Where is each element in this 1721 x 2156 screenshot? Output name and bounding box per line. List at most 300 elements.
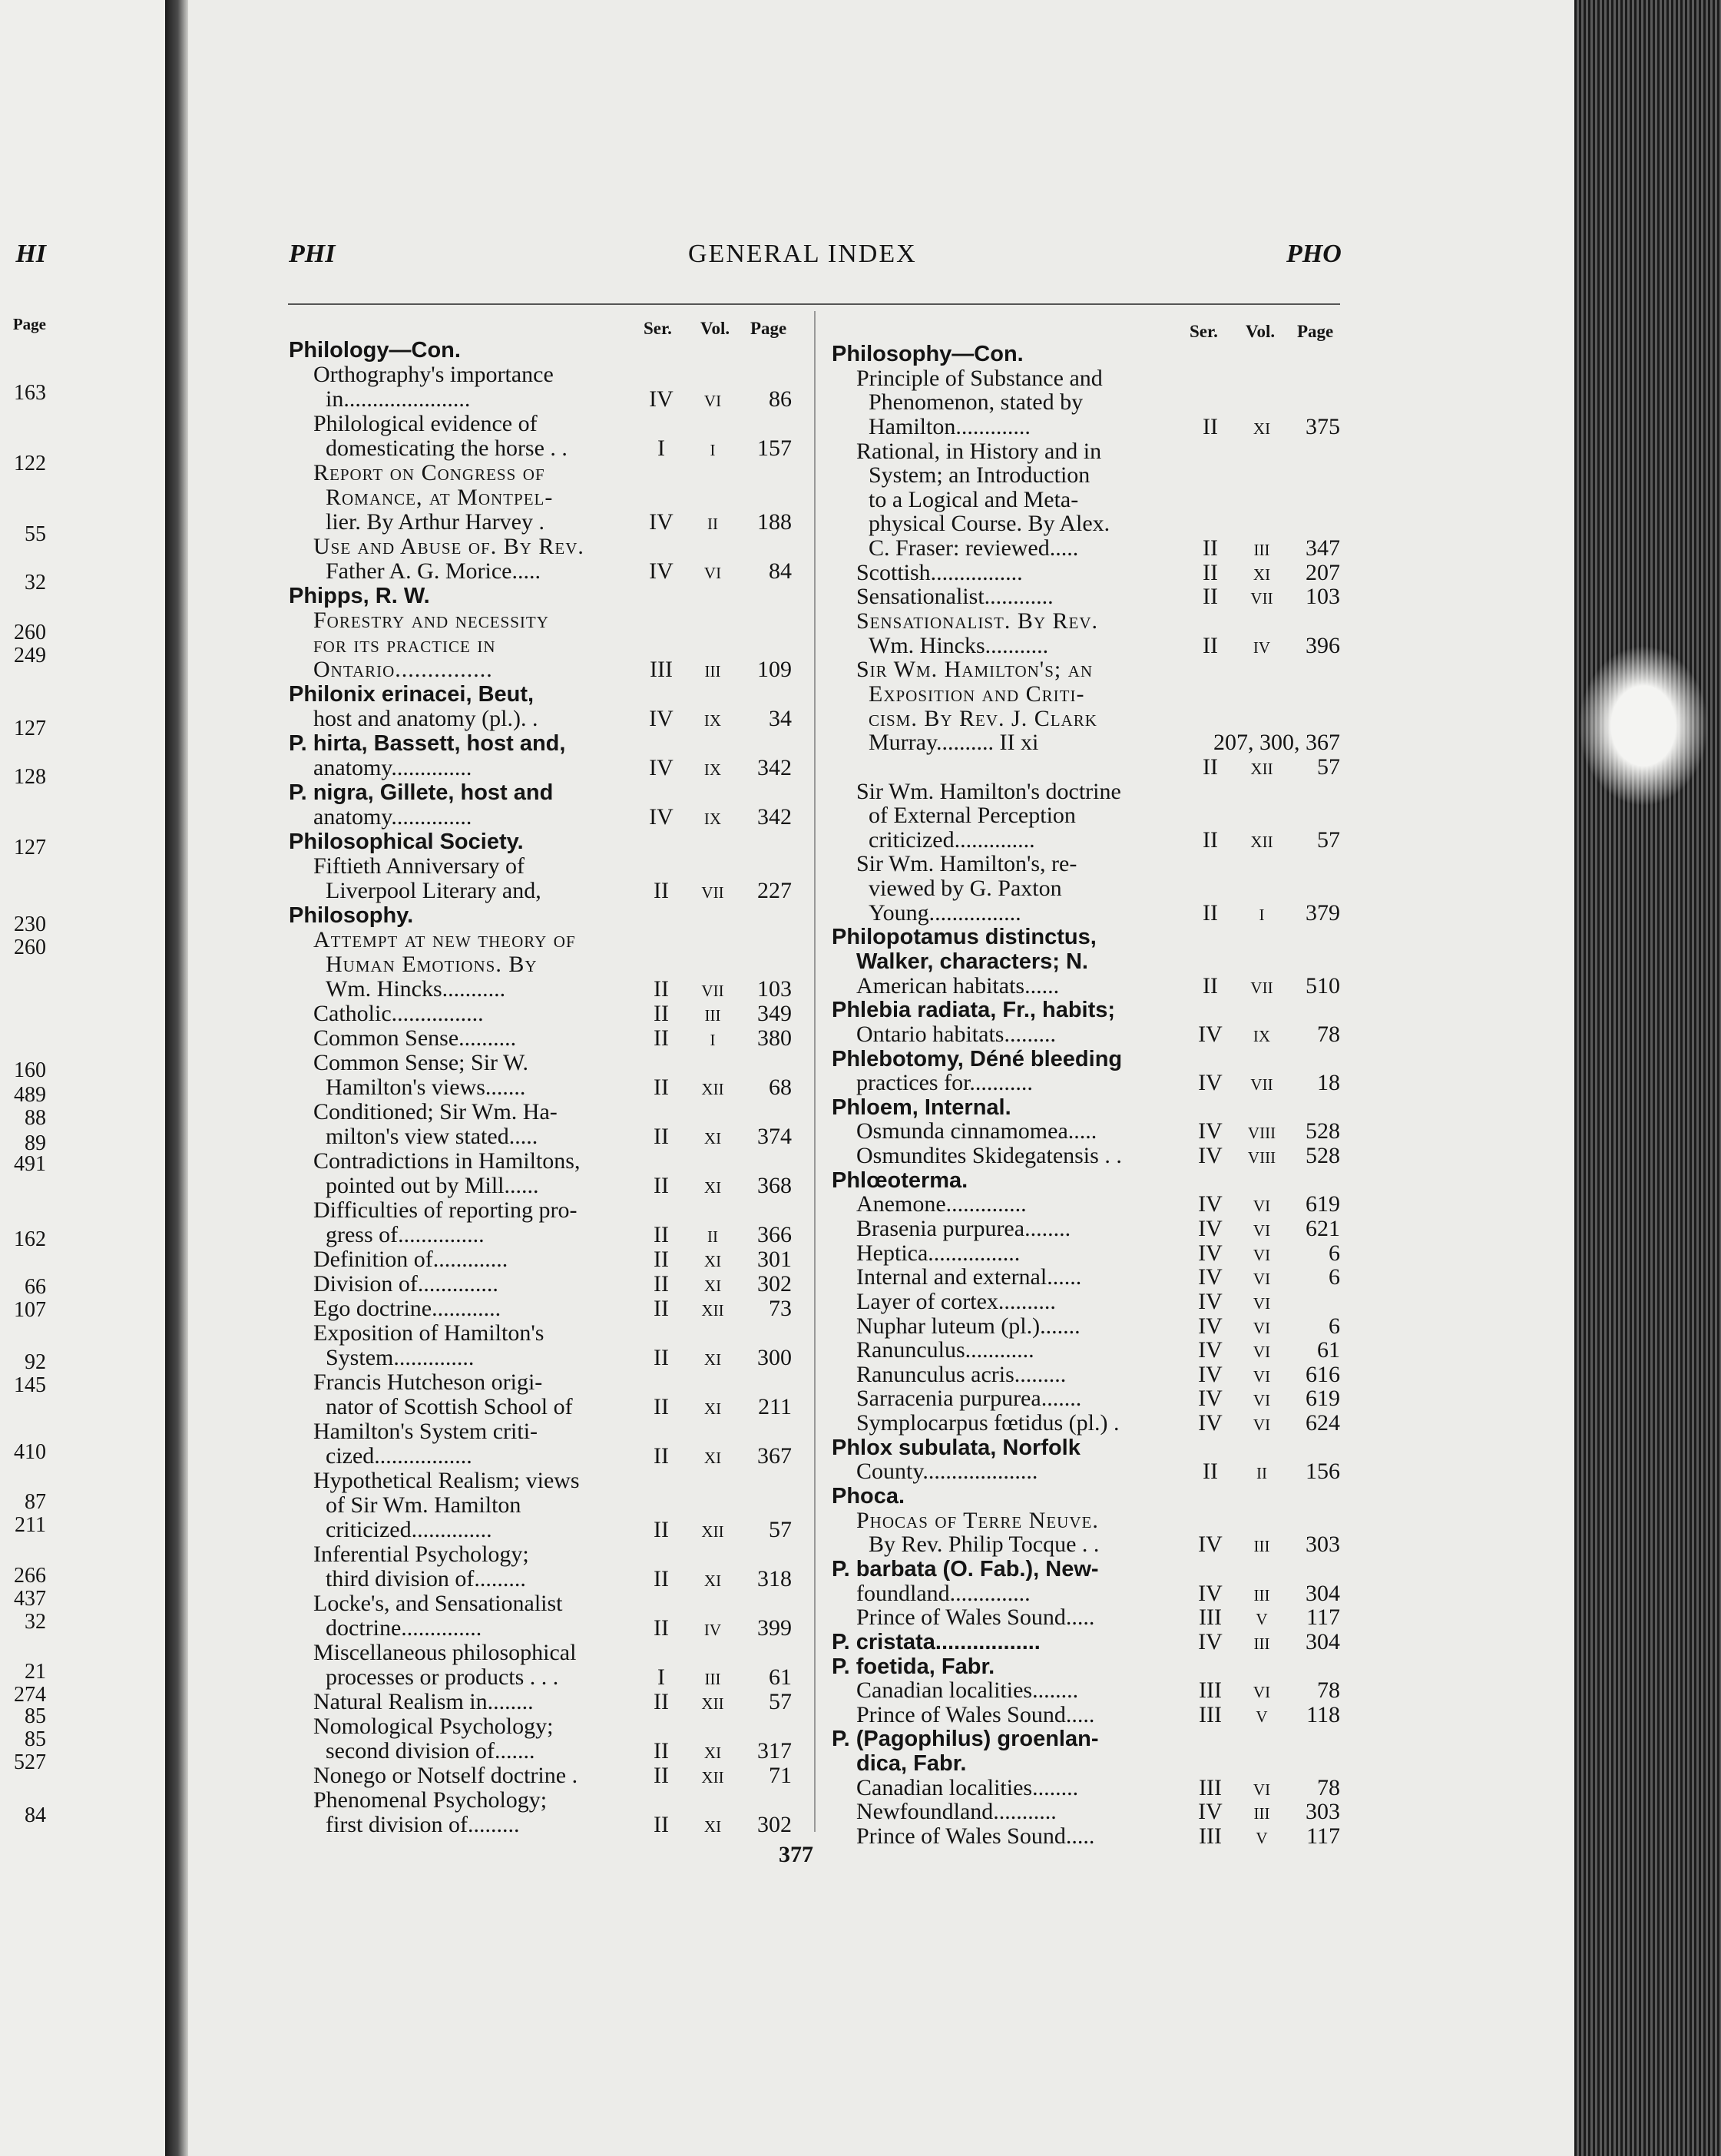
entry-text: cism. By Rev. J. Clark bbox=[869, 705, 1097, 731]
entry-text: for its practice in bbox=[313, 632, 496, 657]
entry-text: Fiftieth Anniversary of bbox=[313, 853, 525, 879]
entry-series: II bbox=[654, 1025, 669, 1051]
page-edges bbox=[1574, 0, 1721, 2156]
entry-volume: xii bbox=[701, 1075, 724, 1100]
entry-text: C. Fraser: reviewed..... bbox=[869, 535, 1079, 561]
previous-page-number: 489 bbox=[14, 1083, 46, 1107]
entry-volume: ix bbox=[1253, 1021, 1271, 1047]
entry-series: II bbox=[654, 1566, 669, 1591]
entry-page: 368 bbox=[757, 1173, 792, 1198]
entry-text: Sensationalist. By Rev. bbox=[856, 608, 1099, 634]
entry-page: 380 bbox=[757, 1025, 792, 1051]
entry-text: Nuphar luteum (pl.)....... bbox=[856, 1313, 1081, 1339]
entry-text: System; an Introduction bbox=[869, 462, 1091, 488]
entry-volume: xii bbox=[1250, 826, 1273, 853]
previous-page-number: 230 bbox=[14, 912, 46, 936]
entry-text: Inferential Psychology; bbox=[313, 1542, 529, 1567]
entry-volume: iii bbox=[704, 1001, 721, 1026]
entry-text: Phenomenon, stated by bbox=[869, 389, 1084, 416]
entry-text: Canadian localities........ bbox=[856, 1677, 1079, 1704]
entry-text: Philosophical Society. bbox=[289, 830, 524, 854]
running-head-right: PHO bbox=[1286, 240, 1342, 268]
entry-volume: vi bbox=[703, 386, 722, 412]
entry-text: Wm. Hincks........... bbox=[869, 632, 1049, 658]
entry-series: III bbox=[1199, 1774, 1222, 1800]
entry-volume: ii bbox=[707, 509, 718, 535]
entry-volume: iii bbox=[704, 1664, 721, 1690]
entry-text: Symplocarpus fœtidus (pl.) . bbox=[856, 1410, 1120, 1436]
entry-page: 57 bbox=[1317, 826, 1340, 853]
entry-series: II bbox=[654, 878, 669, 903]
entry-text: Ontario............... bbox=[313, 657, 493, 682]
previous-page-number: 32 bbox=[25, 571, 46, 594]
entry-series: IV bbox=[1198, 1628, 1223, 1654]
entry-text: first division of......... bbox=[326, 1812, 520, 1837]
entry-text: Exposition and Criti- bbox=[869, 681, 1085, 707]
entry-text: Sarracenia purpurea....... bbox=[856, 1386, 1082, 1412]
entry-volume: vii bbox=[701, 878, 724, 903]
entry-volume: iii bbox=[1253, 535, 1270, 561]
entry-page: 528 bbox=[1306, 1143, 1340, 1169]
previous-page-number: 92 bbox=[25, 1350, 46, 1374]
entry-text: Phlox subulata, Norfolk bbox=[832, 1435, 1081, 1460]
previous-page-number: 527 bbox=[14, 1750, 46, 1774]
entry-text: Brasenia purpurea........ bbox=[856, 1216, 1071, 1242]
entry-series: IV bbox=[1198, 1580, 1223, 1606]
entry-series: II bbox=[1203, 899, 1218, 926]
entry-volume: ix bbox=[703, 804, 722, 830]
entry-page: 188 bbox=[757, 509, 792, 535]
previous-page-number: 84 bbox=[25, 1803, 46, 1827]
entry-series: II bbox=[654, 1247, 669, 1272]
entry-volume: xii bbox=[701, 1763, 724, 1788]
entry-text: Anemone.............. bbox=[856, 1191, 1027, 1217]
entry-text: Philosophy. bbox=[289, 903, 414, 928]
entry-series: III bbox=[650, 657, 673, 682]
entry-volume: xi bbox=[703, 1738, 722, 1764]
entry-text: second division of....... bbox=[326, 1738, 535, 1764]
entry-page: 367 bbox=[757, 1443, 792, 1469]
previous-page-number: 128 bbox=[14, 765, 46, 789]
entry-page: 342 bbox=[757, 804, 792, 830]
previous-page-number: 85 bbox=[25, 1704, 46, 1728]
entry-text: Liverpool Literary and, bbox=[326, 878, 541, 903]
entry-text: Phlebia radiata, Fr., habits; bbox=[832, 998, 1116, 1023]
entry-text: Miscellaneous philosophical bbox=[313, 1640, 577, 1665]
entry-series: III bbox=[1199, 1701, 1222, 1727]
entry-volume: xi bbox=[703, 1443, 722, 1469]
entry-text: By Rev. Philip Tocque . . bbox=[869, 1532, 1100, 1558]
entry-text: of External Perception bbox=[869, 803, 1076, 829]
entry-series: IV bbox=[649, 386, 674, 412]
entry-text: Sensationalist............ bbox=[856, 584, 1054, 610]
previous-page-header: HI bbox=[15, 240, 46, 268]
entry-text: Internal and external...... bbox=[856, 1264, 1082, 1290]
entry-text: Phlœoterma. bbox=[832, 1167, 968, 1193]
entry-volume: vi bbox=[1253, 1313, 1271, 1339]
entry-text: Canadian localities........ bbox=[856, 1774, 1079, 1800]
entry-text: P. (Pagophilus) groenlan- bbox=[832, 1727, 1099, 1752]
entry-text: Orthography's importance bbox=[313, 362, 554, 387]
entry-text: Osmunda cinnamomea..... bbox=[856, 1118, 1097, 1144]
previous-page-number: 32 bbox=[25, 1610, 46, 1634]
entry-volume: vi bbox=[1253, 1677, 1271, 1704]
entry-volume: ii bbox=[707, 1222, 718, 1247]
entry-volume: vi bbox=[1253, 1240, 1271, 1266]
entry-volume: i bbox=[710, 436, 716, 461]
entry-text: Locke's, and Sensationalist bbox=[313, 1591, 563, 1616]
previous-page-number: 260 bbox=[14, 621, 46, 644]
entry-page: 71 bbox=[769, 1763, 792, 1788]
entry-text: Hamilton............. bbox=[869, 413, 1031, 439]
entry-volume: xi bbox=[703, 1394, 722, 1419]
col-header-page: Page bbox=[750, 319, 787, 338]
entry-series: II bbox=[654, 1296, 669, 1321]
entry-text: Murray.......... II xi bbox=[869, 730, 1039, 756]
entry-series: IV bbox=[1198, 1264, 1223, 1290]
entry-series: I bbox=[657, 1664, 665, 1690]
entry-volume: iii bbox=[1253, 1580, 1270, 1606]
entry-text: Phocas of Terre Neuve. bbox=[856, 1507, 1099, 1533]
entry-text: Phoca. bbox=[832, 1484, 905, 1509]
entry-page: 18 bbox=[1317, 1070, 1340, 1096]
entry-text: Ego doctrine............ bbox=[313, 1296, 501, 1321]
entry-page: 304 bbox=[1306, 1628, 1340, 1654]
previous-page-number: 127 bbox=[14, 717, 46, 740]
entry-page: 6 bbox=[1329, 1264, 1340, 1290]
entry-series: III bbox=[1199, 1823, 1222, 1849]
entry-text: Report on Congress of bbox=[313, 460, 545, 485]
entry-page: 510 bbox=[1306, 972, 1340, 999]
entry-page: 86 bbox=[769, 386, 792, 412]
entry-volume: xii bbox=[1250, 753, 1273, 780]
entry-text: pointed out by Mill...... bbox=[326, 1173, 539, 1198]
entry-text: Rational, in History and in bbox=[856, 438, 1102, 464]
entry-series: II bbox=[1203, 972, 1218, 999]
entry-text: Prince of Wales Sound..... bbox=[856, 1823, 1095, 1849]
entry-text: Sir Wm. Hamilton's; an bbox=[856, 657, 1094, 683]
entry-text: Francis Hutcheson origi- bbox=[313, 1369, 543, 1395]
entry-text: Common Sense.......... bbox=[313, 1025, 517, 1051]
entry-volume: v bbox=[1256, 1701, 1268, 1727]
entry-text: P. nigra, Gillete, host and bbox=[289, 780, 554, 805]
previous-page-number: 491 bbox=[14, 1152, 46, 1176]
entry-series: II bbox=[654, 1517, 669, 1542]
entry-text: Father A. G. Morice..... bbox=[326, 558, 541, 584]
entry-series: II bbox=[1203, 413, 1218, 439]
page-number: 377 bbox=[779, 1842, 813, 1867]
col-header-series: Ser. bbox=[644, 319, 672, 338]
entry-volume: xi bbox=[703, 1247, 722, 1272]
entry-series: IV bbox=[649, 558, 674, 584]
entry-volume: iv bbox=[1253, 632, 1271, 658]
entry-page: 227 bbox=[757, 878, 792, 903]
entry-page: 624 bbox=[1306, 1410, 1340, 1436]
col-header-volume: Vol. bbox=[1246, 322, 1276, 341]
entry-volume: vi bbox=[1253, 1264, 1271, 1290]
entry-volume: xi bbox=[703, 1812, 722, 1837]
entry-page: 302 bbox=[757, 1812, 792, 1837]
entry-page: 117 bbox=[1306, 1823, 1340, 1849]
entry-series: IV bbox=[1198, 1288, 1223, 1314]
entry-volume: xii bbox=[701, 1689, 724, 1714]
entry-page: 6 bbox=[1329, 1313, 1340, 1339]
entry-volume: xii bbox=[701, 1517, 724, 1542]
entry-series: I bbox=[657, 436, 665, 461]
entry-volume: xi bbox=[703, 1345, 722, 1370]
book-gutter bbox=[165, 0, 188, 2156]
previous-page-number: 55 bbox=[25, 522, 46, 546]
entry-text: Sir Wm. Hamilton's doctrine bbox=[856, 778, 1121, 804]
entry-volume: vii bbox=[1250, 972, 1273, 999]
entry-page: 342 bbox=[757, 755, 792, 780]
entry-page: 303 bbox=[1306, 1799, 1340, 1825]
entry-volume: i bbox=[710, 1025, 716, 1051]
previous-page-number: 162 bbox=[14, 1227, 46, 1251]
entry-text: Phipps, R. W. bbox=[289, 584, 430, 608]
entry-page: 619 bbox=[1306, 1191, 1340, 1217]
entry-series: IV bbox=[1198, 1021, 1223, 1047]
entry-text: Osmundites Skidegatensis . . bbox=[856, 1143, 1122, 1169]
entry-text: Heptica................ bbox=[856, 1240, 1021, 1266]
entry-text: Young................ bbox=[869, 899, 1021, 926]
entry-text: County.................... bbox=[856, 1459, 1038, 1485]
entry-text: Scottish................ bbox=[856, 559, 1023, 585]
entry-text: Hamilton's System criti- bbox=[313, 1419, 538, 1444]
entry-text: anatomy.............. bbox=[313, 804, 472, 830]
entry-text: dica, Fabr. bbox=[856, 1751, 967, 1777]
entry-volume: iii bbox=[704, 657, 721, 682]
entry-volume: ix bbox=[703, 706, 722, 731]
entry-text: milton's view stated..... bbox=[326, 1124, 538, 1149]
entry-page: 103 bbox=[757, 976, 792, 1002]
entry-page: 78 bbox=[1317, 1677, 1340, 1704]
entry-series: II bbox=[654, 1001, 669, 1026]
entry-series: IV bbox=[1198, 1143, 1223, 1169]
previous-page-number: 266 bbox=[14, 1564, 46, 1588]
column-divider bbox=[814, 311, 816, 1832]
entry-page: 207, 300, 367 bbox=[1213, 730, 1340, 756]
entry-text: domesticating the horse . . bbox=[326, 436, 568, 461]
entry-page: 303 bbox=[1306, 1532, 1340, 1558]
entry-page: 57 bbox=[769, 1517, 792, 1542]
entry-text: to a Logical and Meta- bbox=[869, 486, 1079, 512]
entry-text: Difficulties of reporting pro- bbox=[313, 1197, 578, 1223]
entry-series: II bbox=[1203, 826, 1218, 853]
col-header-page: Page bbox=[1297, 322, 1334, 341]
entry-text: Definition of............. bbox=[313, 1247, 508, 1272]
entry-text: in...................... bbox=[326, 386, 471, 412]
previous-page-number: 145 bbox=[14, 1373, 46, 1397]
entry-page: 621 bbox=[1306, 1216, 1340, 1242]
entry-text: third division of......... bbox=[326, 1566, 526, 1591]
previous-page-number: 249 bbox=[14, 644, 46, 667]
entry-series: II bbox=[1203, 753, 1218, 780]
previous-page-number: 107 bbox=[14, 1298, 46, 1322]
entry-text: Wm. Hincks........... bbox=[326, 976, 506, 1002]
entry-series: IV bbox=[649, 755, 674, 780]
entry-volume: ix bbox=[703, 755, 722, 780]
entry-text: foundland.............. bbox=[856, 1580, 1031, 1606]
entry-series: II bbox=[1203, 632, 1218, 658]
entry-volume: vii bbox=[1250, 1070, 1273, 1096]
entry-page: 318 bbox=[757, 1566, 792, 1591]
entry-text: processes or products . . . bbox=[326, 1664, 559, 1690]
entry-volume: i bbox=[1259, 899, 1265, 926]
entry-volume: vi bbox=[1253, 1288, 1271, 1314]
entry-series: II bbox=[654, 1615, 669, 1641]
previous-page-number: 274 bbox=[14, 1683, 46, 1707]
entry-volume: xi bbox=[703, 1124, 722, 1149]
entry-page: 300 bbox=[757, 1345, 792, 1370]
entry-text: American habitats...... bbox=[856, 972, 1060, 999]
entry-page: 619 bbox=[1306, 1386, 1340, 1412]
entry-volume: iii bbox=[1253, 1799, 1270, 1825]
entry-page: 399 bbox=[757, 1615, 792, 1641]
entry-series: IV bbox=[1198, 1240, 1223, 1266]
entry-volume: vi bbox=[703, 558, 722, 584]
previous-page-number: 89 bbox=[25, 1131, 46, 1155]
previous-page-number: 122 bbox=[14, 452, 46, 475]
entry-volume: xi bbox=[703, 1271, 722, 1297]
entry-text: Natural Realism in........ bbox=[313, 1689, 534, 1714]
entry-page: 103 bbox=[1306, 584, 1340, 610]
entry-text: Division of.............. bbox=[313, 1271, 498, 1297]
entry-series: II bbox=[654, 1271, 669, 1297]
previous-page-number: 260 bbox=[14, 936, 46, 959]
entry-text: P. foetida, Fabr. bbox=[832, 1654, 995, 1679]
previous-page-number: 21 bbox=[25, 1660, 46, 1684]
entry-page: 57 bbox=[1317, 753, 1340, 780]
entry-text: nator of Scottish School of bbox=[326, 1394, 573, 1419]
entry-series: IV bbox=[1198, 1191, 1223, 1217]
entry-page: 68 bbox=[769, 1075, 792, 1100]
entry-text: Phlebotomy, Déné bleeding bbox=[832, 1046, 1123, 1071]
entry-series: II bbox=[654, 1443, 669, 1469]
entry-series: II bbox=[654, 1812, 669, 1837]
entry-text: Philology—Con. bbox=[289, 338, 461, 363]
entry-text: Human Emotions. By bbox=[326, 952, 538, 977]
entry-series: II bbox=[654, 1345, 669, 1370]
previous-page bbox=[0, 0, 165, 2156]
previous-page-number: 85 bbox=[25, 1727, 46, 1751]
entry-text: Conditioned; Sir Wm. Ha- bbox=[313, 1099, 558, 1124]
entry-volume: iv bbox=[703, 1615, 722, 1641]
entry-text: Sir Wm. Hamilton's, re- bbox=[856, 851, 1077, 877]
entry-text: Nonego or Notself doctrine . bbox=[313, 1763, 578, 1788]
entry-text: Layer of cortex.......... bbox=[856, 1288, 1056, 1314]
entry-page: 157 bbox=[757, 436, 792, 461]
entry-volume: ii bbox=[1256, 1459, 1267, 1485]
entry-page: 84 bbox=[769, 558, 792, 584]
previous-page-number: 87 bbox=[25, 1490, 46, 1514]
entry-volume: vi bbox=[1253, 1216, 1271, 1242]
entry-volume: v bbox=[1256, 1823, 1268, 1849]
entry-series: III bbox=[1199, 1605, 1222, 1631]
entry-text: Ranunculus acris......... bbox=[856, 1361, 1067, 1387]
entry-text: Philosophy—Con. bbox=[832, 342, 1024, 366]
entry-volume: xi bbox=[703, 1173, 722, 1198]
entry-page: 616 bbox=[1306, 1361, 1340, 1387]
entry-text: doctrine.............. bbox=[326, 1615, 482, 1641]
previous-page-number: 163 bbox=[14, 381, 46, 405]
entry-page: 78 bbox=[1317, 1774, 1340, 1800]
entry-volume: xi bbox=[703, 1566, 722, 1591]
entry-page: 349 bbox=[757, 1001, 792, 1026]
entry-page: 34 bbox=[769, 706, 792, 731]
entry-text: host and anatomy (pl.). . bbox=[313, 706, 538, 731]
entry-text: Exposition of Hamilton's bbox=[313, 1320, 544, 1346]
entry-series: II bbox=[1203, 535, 1218, 561]
entry-volume: vi bbox=[1253, 1337, 1271, 1363]
entry-series: IV bbox=[1198, 1216, 1223, 1242]
entry-text: cized................. bbox=[326, 1443, 472, 1469]
entry-page: 301 bbox=[757, 1247, 792, 1272]
entry-series: IV bbox=[1198, 1337, 1223, 1363]
entry-page: 78 bbox=[1317, 1021, 1340, 1047]
entry-series: II bbox=[654, 1394, 669, 1419]
entry-page: 156 bbox=[1306, 1459, 1340, 1485]
entry-text: Romance, at Montpel- bbox=[326, 485, 554, 510]
entry-series: II bbox=[1203, 559, 1218, 585]
previous-page-number: 88 bbox=[25, 1106, 46, 1130]
entry-text: Common Sense; Sir W. bbox=[313, 1050, 529, 1075]
previous-page-number: 127 bbox=[14, 836, 46, 859]
running-head-left: PHI bbox=[289, 240, 336, 268]
entry-text: Prince of Wales Sound..... bbox=[856, 1701, 1095, 1727]
entry-series: IV bbox=[1198, 1410, 1223, 1436]
entry-volume: vi bbox=[1253, 1361, 1271, 1387]
entry-series: IV bbox=[1198, 1070, 1223, 1096]
previous-page-number: 160 bbox=[14, 1058, 46, 1082]
entry-text: lier. By Arthur Harvey . bbox=[326, 509, 544, 535]
entry-page: 304 bbox=[1306, 1580, 1340, 1606]
entry-volume: viii bbox=[1247, 1118, 1276, 1144]
entry-text: Ontario habitats......... bbox=[856, 1021, 1056, 1047]
entry-page: 211 bbox=[758, 1394, 792, 1419]
entry-text: Hamilton's views....... bbox=[326, 1075, 526, 1100]
entry-text: Contradictions in Hamiltons, bbox=[313, 1148, 581, 1174]
entry-volume: xi bbox=[1253, 559, 1271, 585]
entry-text: physical Course. By Alex. bbox=[869, 511, 1110, 537]
entry-text: Catholic................ bbox=[313, 1001, 484, 1026]
entry-text: Principle of Substance and bbox=[856, 365, 1103, 391]
previous-page-number: 66 bbox=[25, 1275, 46, 1299]
entry-series: II bbox=[1203, 584, 1218, 610]
entry-volume: v bbox=[1256, 1605, 1268, 1631]
previous-page-page-label: Page bbox=[12, 315, 46, 333]
entry-volume: xii bbox=[701, 1296, 724, 1321]
entry-page: 528 bbox=[1306, 1118, 1340, 1144]
entry-page: 396 bbox=[1306, 632, 1340, 658]
entry-page: 302 bbox=[757, 1271, 792, 1297]
entry-series: II bbox=[654, 1173, 669, 1198]
entry-series: IV bbox=[1198, 1799, 1223, 1825]
col-header-volume: Vol. bbox=[700, 319, 730, 338]
entry-series: IV bbox=[1198, 1118, 1223, 1144]
entry-text: Philological evidence of bbox=[313, 411, 538, 436]
running-head-title: GENERAL INDEX bbox=[688, 240, 917, 268]
paper-blemish bbox=[1578, 645, 1709, 806]
entry-text: Attempt at new theory of bbox=[313, 927, 576, 952]
entry-series: IV bbox=[649, 706, 674, 731]
entry-text: Philopotamus distinctus, bbox=[832, 925, 1097, 950]
entry-page: 109 bbox=[757, 657, 792, 682]
entry-text: Walker, characters; N. bbox=[856, 949, 1088, 974]
entry-text: Philonix erinacei, Beut, bbox=[289, 682, 535, 707]
entry-page: 347 bbox=[1306, 535, 1340, 561]
entry-text: P. cristata................. bbox=[832, 1629, 1041, 1654]
